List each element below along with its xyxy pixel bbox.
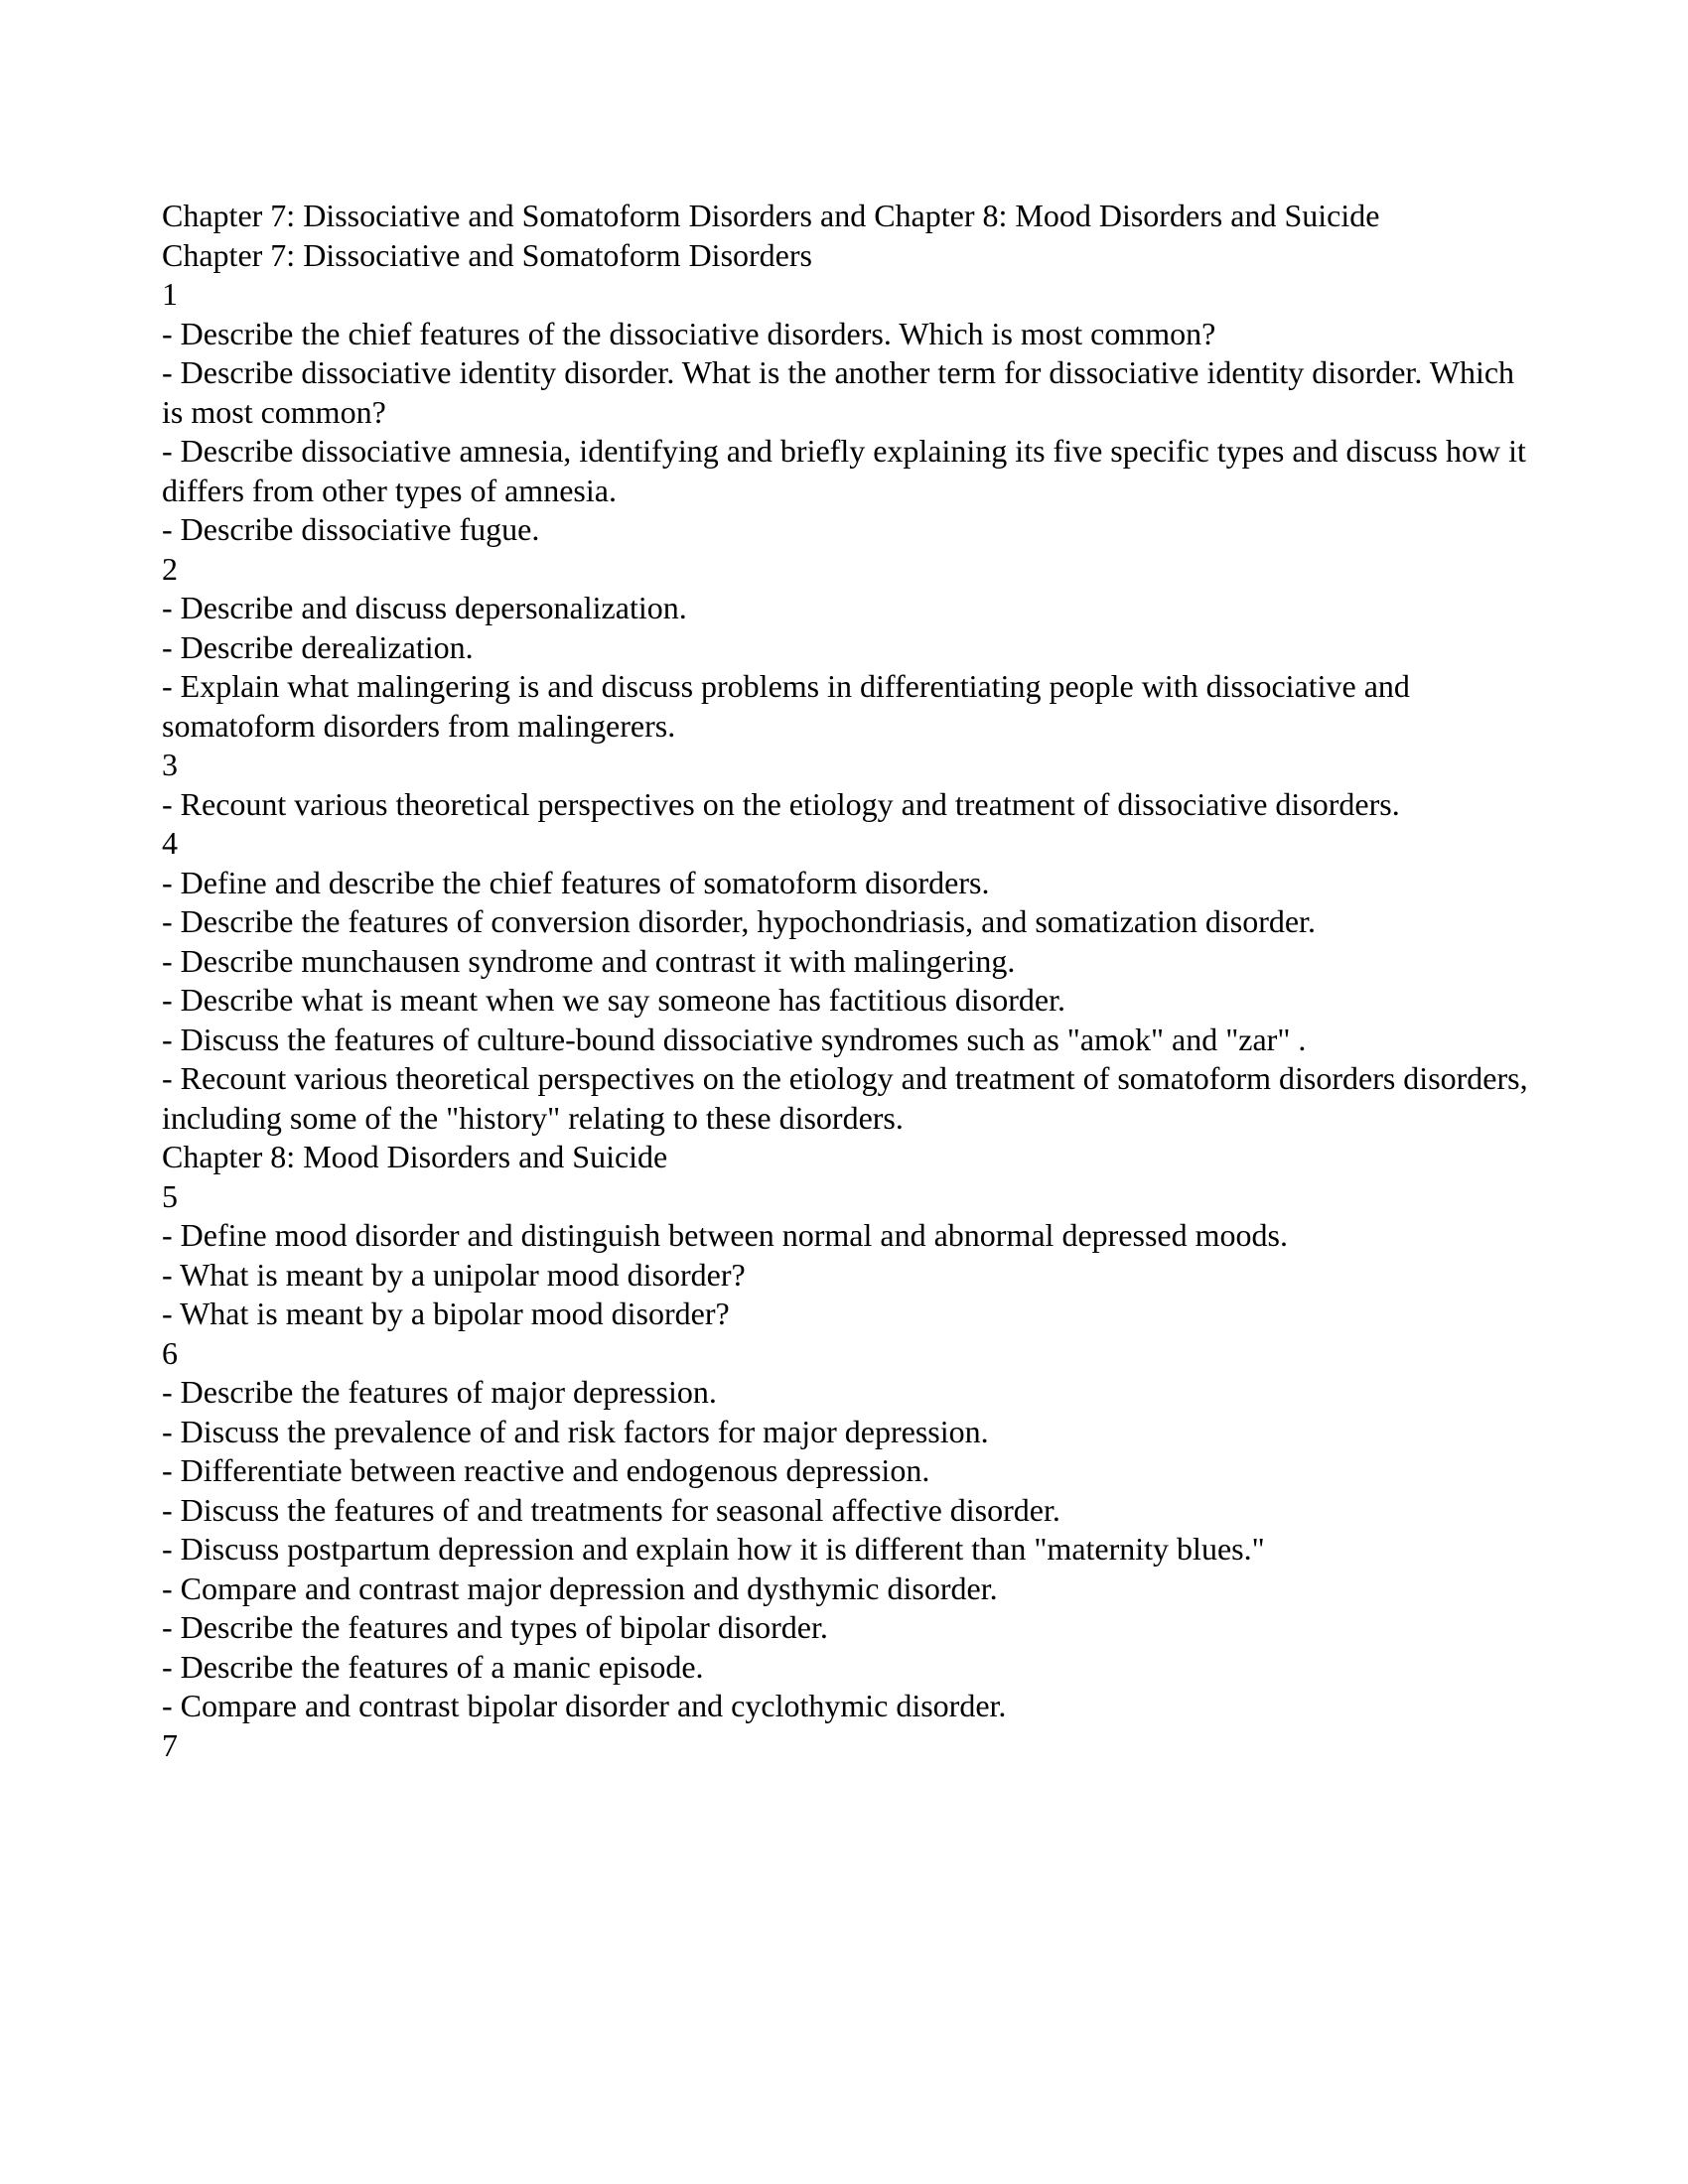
objective-group-1 [162,275,1537,550]
objective-item: - Describe munchausen syndrome and contrast it with malingering. [162,942,1016,979]
objective-item: - Describe the features of a manic episode. [162,1648,704,1685]
objective-item: - Describe dissociative amnesia, identifying and briefly explaining its five specific types and discuss how it differs from other types of amnesia. [162,433,1526,508]
objective-item: - Discuss the prevalence of and risk factors for major depression. [162,1413,989,1449]
objective-item: - Discuss the features of and treatments for seasonal affective disorder. [162,1491,1060,1528]
document-page [162,197,1537,1765]
objective-item: - Recount various theoretical perspectives on the etiology and treatment of dissociative disorders. [162,785,1400,822]
group-number: 6 [162,1334,178,1371]
objective-group-5 [162,1177,1537,1334]
objective-item: - Describe the features and types of bipolar disorder. [162,1609,828,1645]
objective-item: - What is meant by a unipolar mood disorder? [162,1256,746,1293]
chapter8-heading: Chapter 8: Mood Disorders and Suicide [162,1139,668,1174]
group-number: 5 [162,1177,178,1214]
objective-item: - Describe the features of conversion disorder, hypochondriasis, and somatization disorder. [162,903,1316,939]
objective-item: - What is meant by a bipolar mood disorder? [162,1296,730,1331]
objective-group-6 [162,1334,1537,1726]
group-number: 3 [162,747,178,782]
group-number: 1 [162,276,178,312]
group-number: 7 [162,1726,178,1763]
objective-group-7 [162,1726,1537,1766]
objective-item: - Define mood disorder and distinguish between normal and abnormal depressed moods. [162,1217,1288,1253]
objective-item: - Discuss postpartum depression and explain how it is different than "maternity blues." [162,1531,1265,1567]
objective-group-3 [162,746,1537,824]
document-title: Chapter 7: Dissociative and Somatoform Disorders and Chapter 8: Mood Disorders and Suicide [162,198,1380,233]
objective-item: - Differentiate between reactive and endogenous depression. [162,1452,930,1488]
objective-item: - Describe the chief features of the dissociative disorders. Which is most common? [162,315,1216,351]
objective-item: - Define and describe the chief features of somatoform disorders. [162,864,990,900]
objective-item: - Compare and contrast major depression and dysthymic disorder. [162,1570,998,1606]
objective-item: - Discuss the features of culture-bound dissociative syndromes such as "amok" and "zar" . [162,1021,1307,1057]
objective-group-2 [162,550,1537,747]
objective-item: - Describe and discuss depersonalization. [162,590,687,625]
objective-item: - Recount various theoretical perspectives on the etiology and treatment of somatoform disorders disorders, including some of the "history" relating to these disorders. [162,1060,1528,1136]
chapter7-heading: Chapter 7: Dissociative and Somatoform Disorders [162,236,812,273]
objective-item: - Describe what is meant when we say someone has factitious disorder. [162,982,1065,1018]
group-number: 2 [162,550,178,587]
objective-item: - Describe dissociative identity disorder. What is the another term for dissociative identity disorder. Which is most common? [162,354,1515,430]
objective-item: - Describe derealization. [162,628,474,665]
objective-item: - Describe the features of major depression. [162,1374,717,1410]
objective-item: - Compare and contrast bipolar disorder and cyclothymic disorder. [162,1688,1007,1723]
objective-item: - Explain what malingering is and discuss problems in differentiating people with dissociative and somatoform disorders from malingerers. [162,668,1410,744]
objective-item: - Describe dissociative fugue. [162,511,540,547]
objective-group-4 [162,824,1537,1138]
group-number: 4 [162,825,178,861]
